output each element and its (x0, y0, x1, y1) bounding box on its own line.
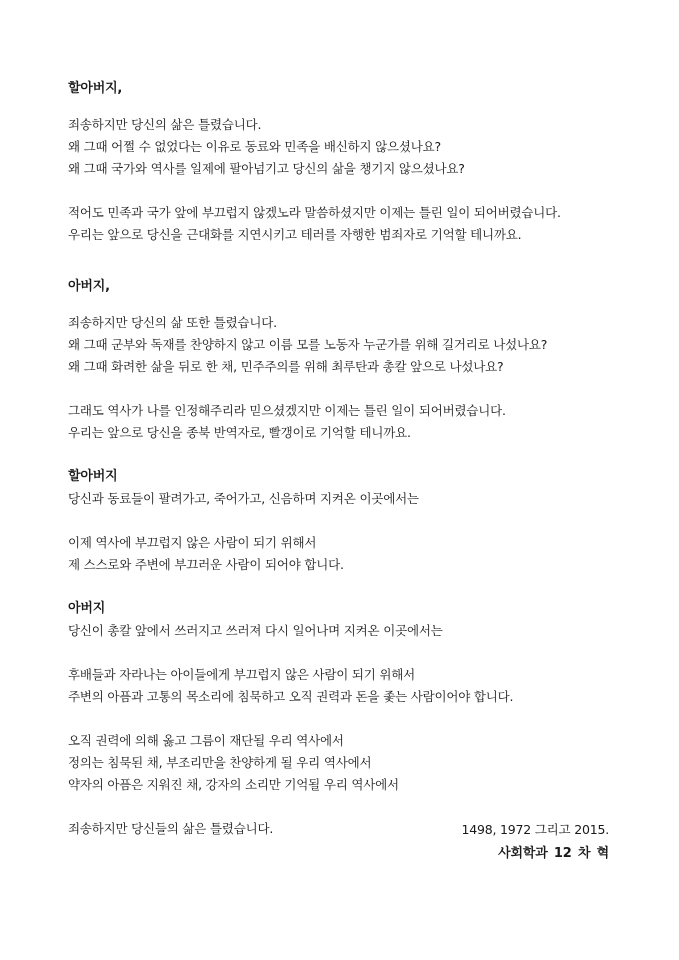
signature-date: 1498, 1972 그리고 2015. (461, 822, 609, 837)
text-line: 당신이 총칼 앞에서 쓰러지고 쓰러져 다시 일어나며 지켜온 이곳에서는 (68, 623, 443, 638)
text-line: 주변의 아픔과 고통의 목소리에 침묵하고 오직 권력과 돈을 좇는 사람이어야 합니다. (68, 689, 514, 704)
signature-author: 사회학과 12 차 혁 (498, 846, 609, 861)
text-line: 정의는 침묵된 채, 부조리만을 찬양하게 될 우리 역사에서 (68, 755, 372, 770)
text-line: 이제 역사에 부끄럽지 않은 사람이 되기 위해서 (68, 535, 317, 550)
text-line: 그래도 역사가 나를 인정해주리라 믿으셨겠지만 이제는 틀린 일이 되어버렸습니다. (68, 403, 506, 418)
text-line: 왜 그때 어쩔 수 없었다는 이유로 동료와 민족을 배신하지 않으셨나요? (68, 139, 441, 154)
text-line: 우리는 앞으로 당신을 종북 반역자로, 빨갱이로 기억할 테니까요. (68, 425, 411, 440)
text-line: 적어도 민족과 국가 앞에 부끄럽지 않겠노라 말씀하셨지만 이제는 틀린 일이 되어버렸습니다. (68, 205, 561, 220)
section-heading-grandfather: 할아버지, (68, 81, 123, 96)
section-heading-grandfather-2: 할아버지 (68, 469, 118, 484)
section-heading-father-2: 아버지 (68, 601, 106, 616)
text-line: 우리는 앞으로 당신을 근대화를 지연시키고 테러를 자행한 범죄자로 기억할 테니까요. (68, 227, 522, 242)
closing-line: 죄송하지만 당신들의 삶은 틀렸습니다. (68, 821, 274, 836)
text-line: 당신과 동료들이 팔려가고, 죽어가고, 신음하며 지켜온 이곳에서는 (68, 491, 419, 506)
letter-body (68, 78, 638, 840)
text-line: 제 스스로와 주변에 부끄러운 사람이 되어야 합니다. (68, 557, 344, 572)
text-line: 왜 그때 국가와 역사를 일제에 팔아넘기고 당신의 삶을 챙기지 않으셨나요? (68, 161, 465, 176)
signature-block (461, 818, 609, 866)
text-line: 후배들과 자라나는 아이들에게 부끄럽지 않은 사람이 되기 위해서 (68, 667, 416, 682)
text-line: 오직 권력에 의해 옳고 그름이 재단될 우리 역사에서 (68, 733, 344, 748)
text-line: 죄송하지만 당신의 삶 또한 틀렸습니다. (68, 315, 277, 330)
section-heading-father: 아버지, (68, 279, 110, 294)
text-line: 죄송하지만 당신의 삶은 틀렸습니다. (68, 117, 262, 132)
text-line: 왜 그때 화려한 삶을 뒤로 한 채, 민주주의를 위해 최루탄과 총칼 앞으로 나섰나요? (68, 359, 504, 374)
text-line: 약자의 아픔은 지워진 채, 강자의 소리만 기억될 우리 역사에서 (68, 777, 399, 792)
text-line: 왜 그때 군부와 독재를 찬양하지 않고 이름 모를 노동자 누군가를 위해 길거리로 나섰나요? (68, 337, 548, 352)
